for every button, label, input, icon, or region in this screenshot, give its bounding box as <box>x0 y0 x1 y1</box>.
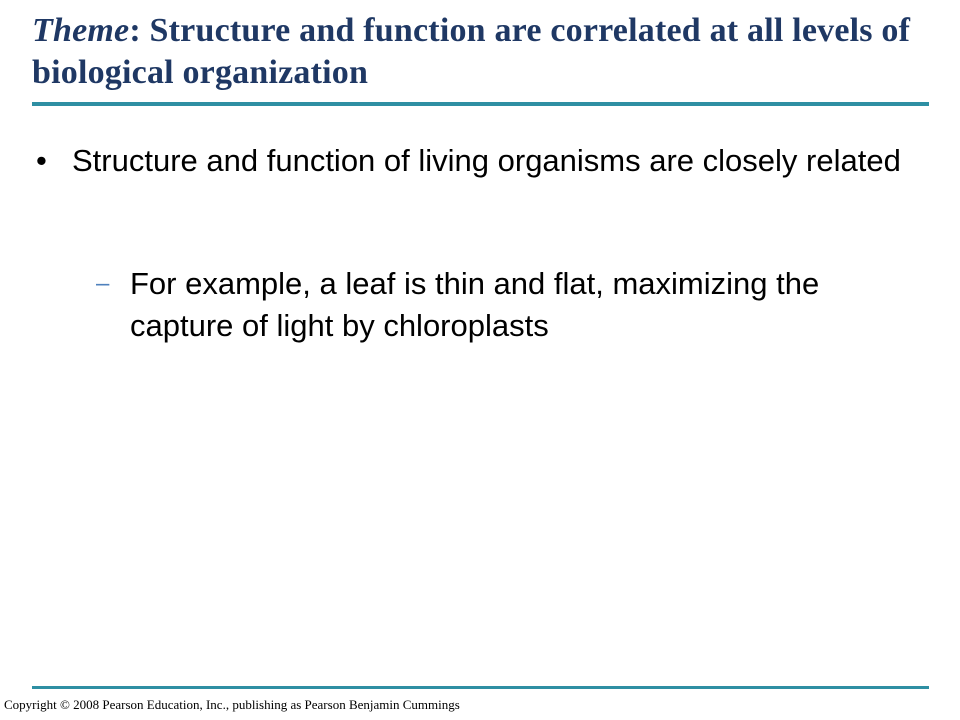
slide-title-rest: : Structure and function are correlated at all levels of biological organization <box>32 12 911 91</box>
sub-bullet-marker: – <box>96 270 110 297</box>
footer-divider <box>32 686 929 689</box>
copyright-footer: Copyright © 2008 Pearson Education, Inc., publishing as Pearson Benjamin Cummings <box>4 697 460 712</box>
sub-bullet-item <box>96 263 926 347</box>
bullet-text: Structure and function of living organisms are closely related <box>72 143 901 178</box>
sub-bullet-text: For example, a leaf is thin and flat, maximizing the capture of light by chloroplasts <box>130 266 820 343</box>
slide-title <box>32 10 932 94</box>
slide-title-lead: Theme <box>32 12 130 49</box>
title-divider <box>32 102 929 106</box>
bullet-item <box>36 140 916 182</box>
bullet-marker: • <box>36 143 47 178</box>
